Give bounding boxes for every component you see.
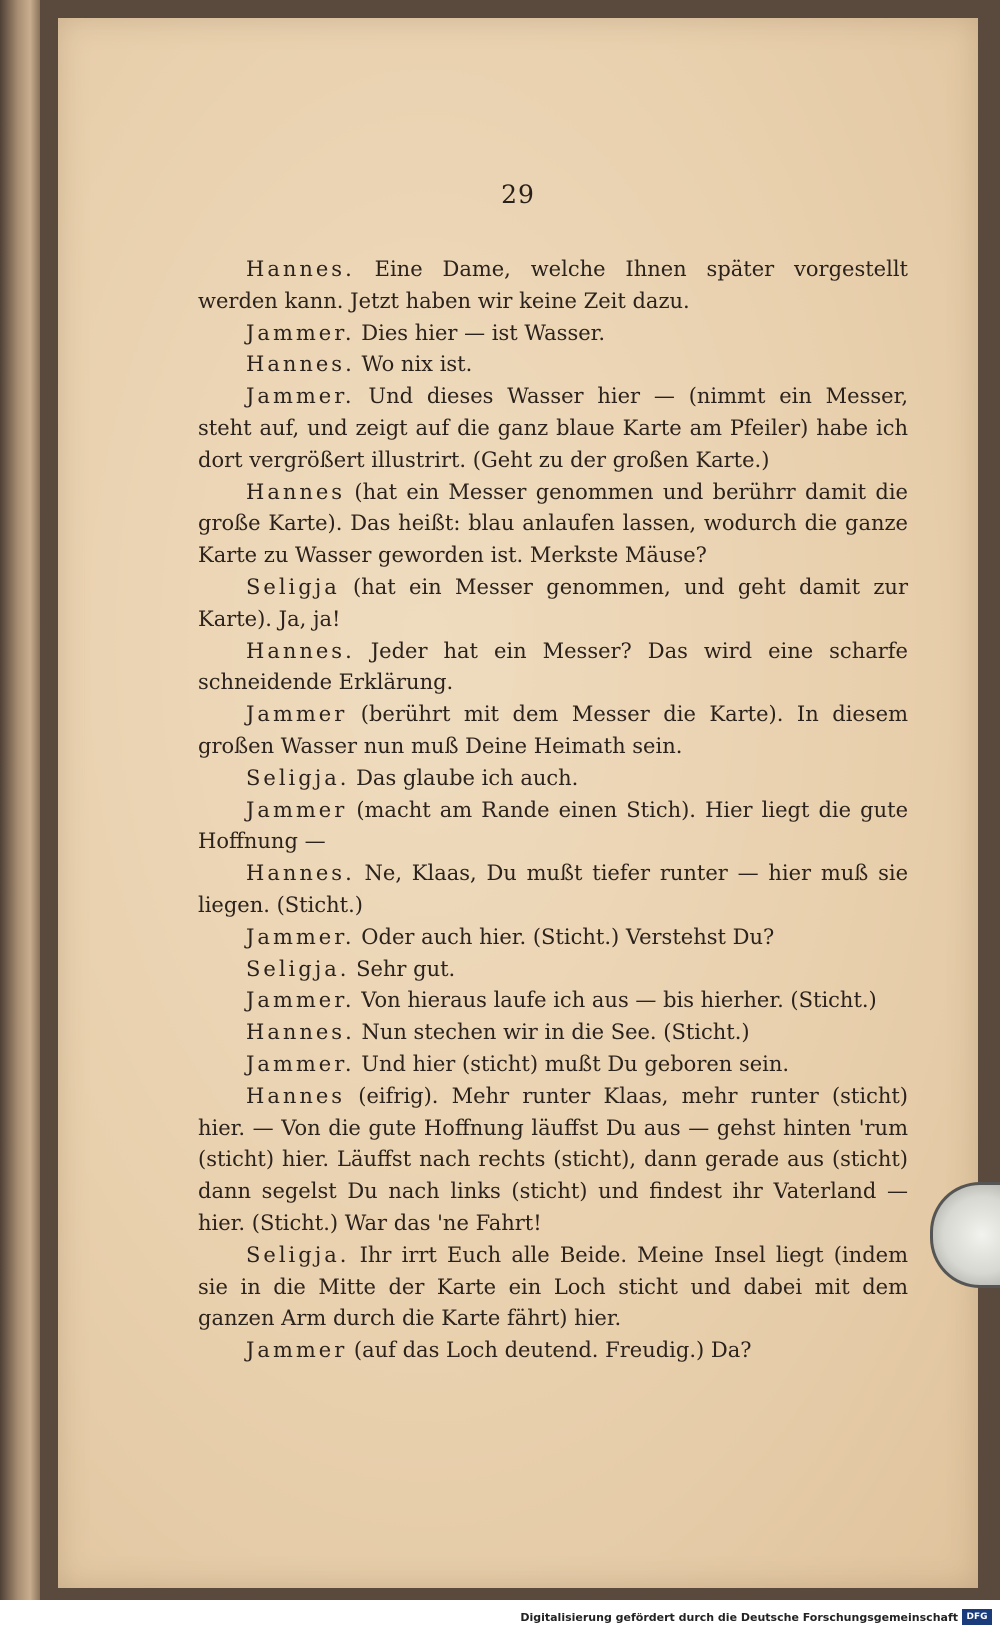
paragraph bbox=[198, 318, 908, 350]
paragraph bbox=[198, 699, 908, 763]
speaker-name: Hannes. bbox=[246, 257, 355, 281]
digitization-credit: Digitalisierung gefördert durch die Deutsche Forschungsgemeinschaft bbox=[520, 1611, 958, 1624]
speaker-name: Jammer. bbox=[246, 988, 355, 1013]
speaker-name: Hannes. bbox=[246, 638, 355, 663]
book-page bbox=[58, 18, 978, 1588]
speaker-name: Seligja. bbox=[246, 1242, 350, 1267]
paragraph bbox=[198, 1017, 908, 1049]
speaker-name: Jammer bbox=[246, 1338, 348, 1363]
dialogue-text: (auf das Loch deutend. Freudig.) Da? bbox=[353, 1338, 752, 1363]
dialogue-text: Und hier (sticht) mußt Du geboren sein. bbox=[361, 1051, 790, 1076]
dialogue-text: Ne, Klaas, Du mußt tiefer runter — hier muß sie liegen. (Sticht.) bbox=[198, 861, 908, 917]
paragraph bbox=[198, 1240, 908, 1335]
speaker-name: Hannes. bbox=[246, 1020, 355, 1045]
dialogue-text: (macht am Rande einen Stich). Hier liegt die gute Hoffnung — bbox=[198, 797, 908, 854]
speaker-name: Hannes bbox=[246, 1083, 346, 1108]
speaker-name: Hannes. bbox=[246, 352, 355, 377]
paragraph bbox=[198, 254, 908, 318]
paragraph bbox=[198, 1081, 908, 1240]
paragraph bbox=[198, 763, 908, 795]
paragraph bbox=[198, 477, 908, 572]
paragraph bbox=[198, 954, 908, 986]
dialogue-text: (eifrig). Mehr runter Klaas, mehr runter (sticht) hier. — Von die gute Hoffnung läuffst Du aus — gehst hinten 'rum (sticht) hier. Läuffst nach rechts (sticht), dann gerade aus (sticht) dann segelst Du nach links (sticht) und findest ihr Vaterland — hier. (Sticht.) War das 'ne Fahrt! bbox=[198, 1083, 908, 1235]
speaker-name: Jammer. bbox=[246, 1051, 355, 1076]
speaker-name: Hannes. bbox=[246, 861, 355, 886]
paragraph bbox=[198, 572, 908, 636]
paragraph bbox=[198, 381, 908, 476]
dialogue-text: Wo nix ist. bbox=[361, 352, 473, 377]
dialogue-text: Ihr irrt Euch alle Beide. Meine Insel liegt (indem sie in die Mitte der Karte ein Loch sticht und dabei mit dem ganzen Arm durch die Karte fährt) hier. bbox=[198, 1242, 908, 1331]
dialogue-text: Nun stechen wir in die See. (Sticht.) bbox=[361, 1020, 750, 1045]
speaker-name: Seligja bbox=[246, 574, 340, 599]
dialogue-text: Und dieses Wasser hier — (nimmt ein Messer, steht auf, und zeigt auf die ganz blaue Karte am Pfeiler) habe ich dort vergrößert illustrirt. (Geht zu der großen Karte.) bbox=[198, 384, 908, 472]
page-text bbox=[198, 254, 908, 1367]
speaker-name: Seligja. bbox=[246, 765, 350, 790]
dialogue-text: Eine Dame, welche Ihnen später vorgestellt werden kann. Jetzt haben wir keine Zeit dazu. bbox=[198, 257, 908, 313]
dialogue-text: Von hieraus laufe ich aus — bis hierher. (Sticht.) bbox=[361, 988, 877, 1013]
paragraph bbox=[198, 795, 908, 859]
dfg-logo: DFG bbox=[962, 1609, 992, 1625]
paragraph bbox=[198, 985, 908, 1017]
speaker-name: Seligja. bbox=[246, 956, 350, 981]
speaker-name: Jammer. bbox=[246, 384, 355, 409]
speaker-name: Jammer. bbox=[246, 320, 355, 345]
speaker-name: Jammer bbox=[246, 702, 348, 727]
paragraph bbox=[198, 922, 908, 954]
dialogue-text: Das glaube ich auch. bbox=[356, 765, 579, 790]
dialogue-text: (hat ein Messer genommen und berührr damit die große Karte). Das heißt: blau anlaufen lassen, wodurch die ganze Karte zu Wasser geworden ist. Merkste Mäuse? bbox=[198, 479, 908, 568]
dialogue-text: (berührt mit dem Messer die Karte). In diesem großen Wasser nun muß Deine Heimath sein. bbox=[198, 702, 908, 758]
dialogue-text: Dies hier — ist Wasser. bbox=[361, 320, 606, 345]
paragraph bbox=[198, 858, 908, 922]
dialogue-text: (hat ein Messer genommen, und geht damit zur Karte). Ja, ja! bbox=[198, 574, 908, 631]
speaker-name: Hannes bbox=[246, 479, 346, 504]
paragraph bbox=[198, 1049, 908, 1081]
speaker-name: Jammer bbox=[246, 797, 348, 822]
paragraph bbox=[198, 1335, 908, 1367]
footer-bar bbox=[0, 1600, 1000, 1630]
dialogue-text: Oder auch hier. (Sticht.) Verstehst Du? bbox=[361, 924, 775, 949]
paragraph bbox=[198, 636, 908, 700]
left-page-edge bbox=[0, 0, 40, 1600]
dialogue-text: Sehr gut. bbox=[356, 956, 456, 981]
paragraph bbox=[198, 349, 908, 381]
dialogue-text: Jeder hat ein Messer? Das wird eine scharfe schneidende Erklärung. bbox=[198, 638, 908, 695]
page-number: 29 bbox=[501, 180, 535, 209]
speaker-name: Jammer. bbox=[246, 924, 355, 949]
